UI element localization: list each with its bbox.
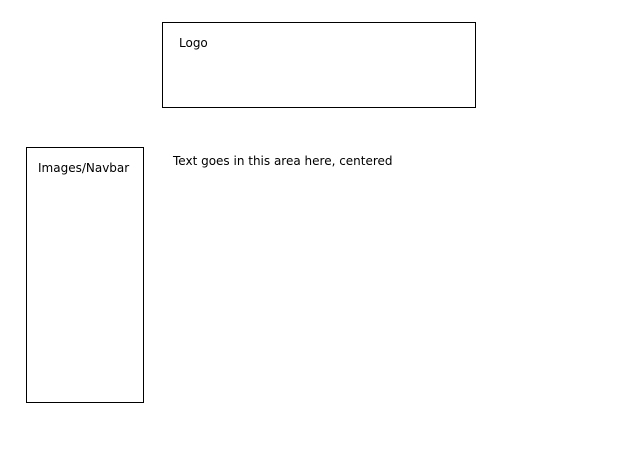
logo-area	[162, 22, 476, 108]
images-navbar-label: Images/Navbar	[38, 161, 130, 175]
logo-label: Logo	[179, 36, 208, 50]
images-navbar-area	[26, 147, 144, 403]
content-text: Text goes in this area here, centered	[173, 154, 393, 168]
